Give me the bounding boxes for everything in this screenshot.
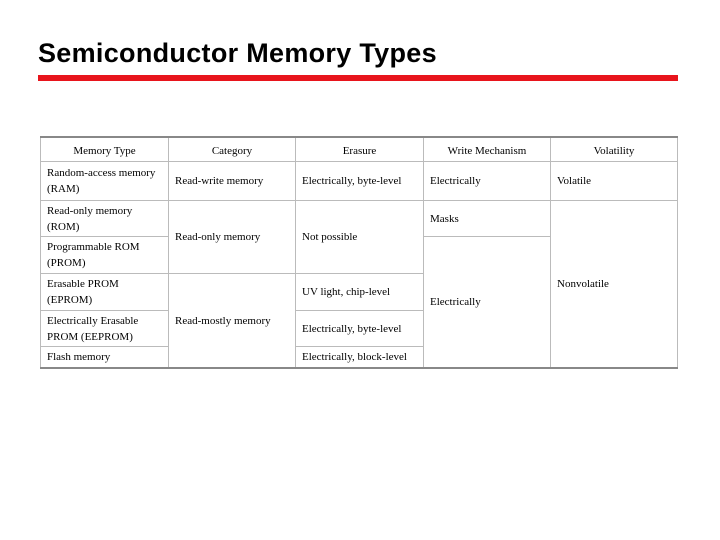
volatility-cell: Nonvolatile xyxy=(551,201,678,369)
write-mechanism-cell: Electrically xyxy=(424,237,551,369)
title-underline xyxy=(38,75,678,81)
memory-type-cell: Programmable ROM (PROM) xyxy=(41,237,169,274)
write-mechanism-cell: Electrically xyxy=(424,162,551,201)
memory-types-table xyxy=(40,136,678,369)
erasure-cell: Electrically, block-level xyxy=(296,347,424,369)
category-cell: Read-mostly memory xyxy=(169,274,296,369)
table-header-row xyxy=(41,137,678,162)
category-cell: Read-only memory xyxy=(169,201,296,274)
table-row xyxy=(41,162,678,201)
volatility-cell: Volatile xyxy=(551,162,678,201)
memory-type-cell: Electrically Erasable PROM (EEPROM) xyxy=(41,311,169,347)
erasure-cell: Electrically, byte-level xyxy=(296,162,424,201)
memory-type-cell: Erasable PROM (EPROM) xyxy=(41,274,169,311)
header-write-mechanism: Write Mechanism xyxy=(424,137,551,162)
header-category: Category xyxy=(169,137,296,162)
header-memory-type: Memory Type xyxy=(41,137,169,162)
header-erasure: Erasure xyxy=(296,137,424,162)
erasure-cell: UV light, chip-level xyxy=(296,274,424,311)
memory-type-cell: Read-only memory (ROM) xyxy=(41,201,169,237)
slide-title: Semiconductor Memory Types xyxy=(38,38,437,68)
category-cell: Read-write memory xyxy=(169,162,296,201)
memory-type-cell: Random-access memory (RAM) xyxy=(41,162,169,201)
memory-type-cell: Flash memory xyxy=(41,347,169,369)
erasure-cell: Not possible xyxy=(296,201,424,274)
erasure-cell: Electrically, byte-level xyxy=(296,311,424,347)
write-mechanism-cell: Masks xyxy=(424,201,551,237)
table-row xyxy=(41,201,678,237)
header-volatility: Volatility xyxy=(551,137,678,162)
